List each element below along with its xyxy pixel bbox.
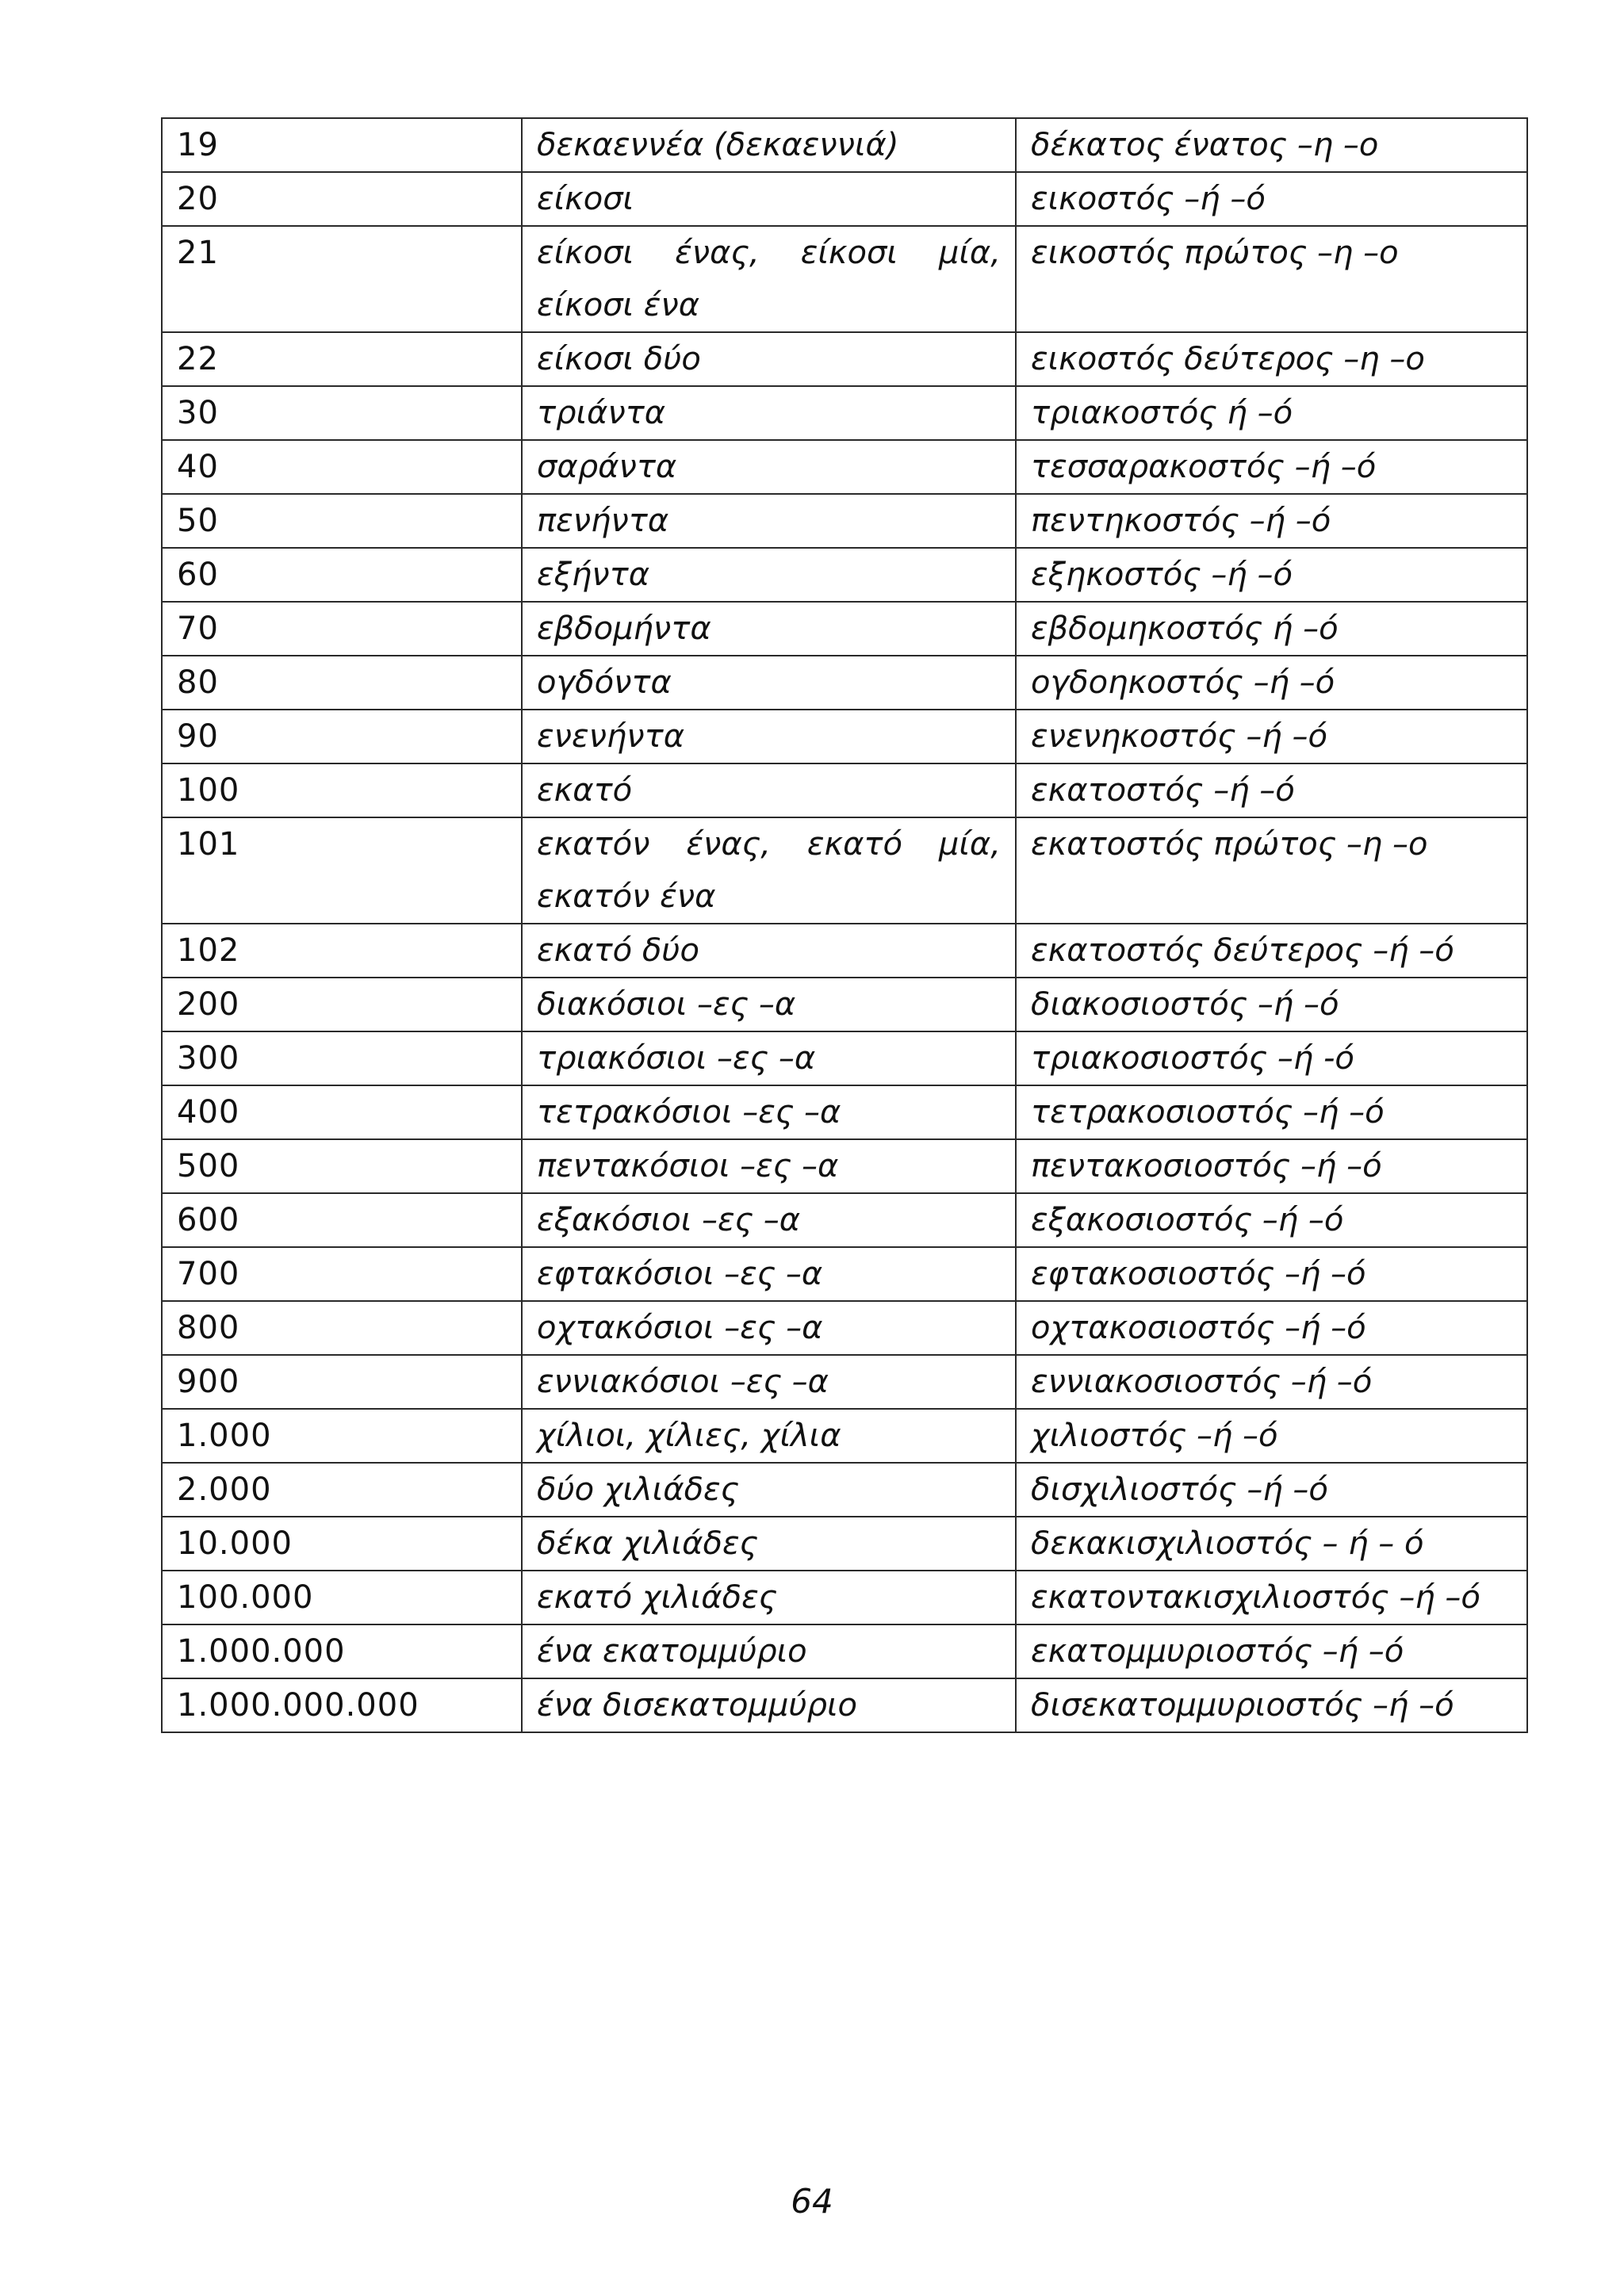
- cell-ordinal: εκατοστός πρώτος –η –ο: [1016, 817, 1527, 924]
- cell-ordinal: ενενηκοστός –ή –ό: [1016, 710, 1527, 763]
- table-row: [162, 1031, 1527, 1085]
- cell-number: 80: [162, 656, 522, 710]
- cell-number: 20: [162, 172, 522, 226]
- cell-cardinal: δύο χιλιάδες: [522, 1463, 1016, 1517]
- cell-cardinal: ένα δισεκατομμύριο: [522, 1678, 1016, 1732]
- cell-ordinal: δέκατος ένατος –η –ο: [1016, 118, 1527, 172]
- cell-ordinal: εβδομηκοστός ή –ό: [1016, 602, 1527, 656]
- cell-number: 60: [162, 548, 522, 602]
- cell-cardinal: είκοσι ένας, είκοσι μία, είκοσι ένα: [522, 226, 1016, 332]
- cell-number: 200: [162, 978, 522, 1031]
- cell-cardinal: εκατό δύο: [522, 924, 1016, 978]
- table-row: [162, 924, 1527, 978]
- cell-ordinal: εκατομμυριοστός –ή –ό: [1016, 1624, 1527, 1678]
- cell-cardinal: εκατόν ένας, εκατό μία, εκατόν ένα: [522, 817, 1016, 924]
- table-row: [162, 1678, 1527, 1732]
- table-row: [162, 440, 1527, 494]
- cell-cardinal: δέκα χιλιάδες: [522, 1517, 1016, 1571]
- cell-number: 21: [162, 226, 522, 332]
- table-row: [162, 1193, 1527, 1247]
- table-row: [162, 118, 1527, 172]
- cell-ordinal: εκατοντακισχιλιοστός –ή –ό: [1016, 1571, 1527, 1624]
- cell-ordinal: δισεκατομμυριοστός –ή –ό: [1016, 1678, 1527, 1732]
- cell-number: 22: [162, 332, 522, 386]
- page-number: 64: [791, 2182, 833, 2221]
- table-row: [162, 1247, 1527, 1301]
- cell-cardinal: δεκαεννέα (δεκαεννιά): [522, 118, 1016, 172]
- cell-cardinal: εξήντα: [522, 548, 1016, 602]
- cell-ordinal: διακοσιοστός –ή –ό: [1016, 978, 1527, 1031]
- table-row: [162, 172, 1527, 226]
- cell-number: 400: [162, 1085, 522, 1139]
- cell-ordinal: ογδοηκοστός –ή –ό: [1016, 656, 1527, 710]
- cell-number: 600: [162, 1193, 522, 1247]
- cell-number: 19: [162, 118, 522, 172]
- cell-cardinal: πενήντα: [522, 494, 1016, 548]
- table-row: [162, 226, 1527, 332]
- cell-number: 10.000: [162, 1517, 522, 1571]
- cell-number: 300: [162, 1031, 522, 1085]
- table-row: [162, 548, 1527, 602]
- cell-cardinal: ογδόντα: [522, 656, 1016, 710]
- cell-ordinal: εννιακοσιοστός –ή –ό: [1016, 1355, 1527, 1409]
- table-row: [162, 1139, 1527, 1193]
- cell-number: 500: [162, 1139, 522, 1193]
- cell-ordinal: εικοστός πρώτος –η –ο: [1016, 226, 1527, 332]
- cell-ordinal: εικοστός –ή –ό: [1016, 172, 1527, 226]
- cell-cardinal: είκοσι δύο: [522, 332, 1016, 386]
- table-row: [162, 710, 1527, 763]
- cell-number: 100: [162, 763, 522, 817]
- table-row: [162, 494, 1527, 548]
- table-row: [162, 1571, 1527, 1624]
- cell-ordinal: πεντηκοστός –ή –ό: [1016, 494, 1527, 548]
- cell-number: 50: [162, 494, 522, 548]
- numerals-table-body: [162, 118, 1527, 1732]
- cell-number: 40: [162, 440, 522, 494]
- cell-ordinal: δεκακισχιλιοστός – ή – ό: [1016, 1517, 1527, 1571]
- cell-cardinal: τετρακόσιοι –ες –α: [522, 1085, 1016, 1139]
- table-row: [162, 817, 1527, 924]
- cell-ordinal: τριακοστός ή –ό: [1016, 386, 1527, 440]
- cell-cardinal: τριακόσιοι –ες –α: [522, 1031, 1016, 1085]
- cell-number: 70: [162, 602, 522, 656]
- cell-cardinal: ένα εκατομμύριο: [522, 1624, 1016, 1678]
- cell-number: 102: [162, 924, 522, 978]
- cell-cardinal: εκατό χιλιάδες: [522, 1571, 1016, 1624]
- cell-ordinal: τετρακοσιοστός –ή –ό: [1016, 1085, 1527, 1139]
- cell-ordinal: δισχιλιοστός –ή –ό: [1016, 1463, 1527, 1517]
- cell-number: 1.000.000: [162, 1624, 522, 1678]
- cell-number: 90: [162, 710, 522, 763]
- cell-number: 30: [162, 386, 522, 440]
- table-row: [162, 602, 1527, 656]
- cell-ordinal: εξηκοστός –ή –ό: [1016, 548, 1527, 602]
- cell-number: 100.000: [162, 1571, 522, 1624]
- cell-number: 1.000.000.000: [162, 1678, 522, 1732]
- table-row: [162, 1085, 1527, 1139]
- cell-ordinal: εικοστός δεύτερος –η –ο: [1016, 332, 1527, 386]
- cell-ordinal: εκατοστός δεύτερος –ή –ό: [1016, 924, 1527, 978]
- cell-number: 2.000: [162, 1463, 522, 1517]
- cell-cardinal: εκατό: [522, 763, 1016, 817]
- table-row: [162, 1517, 1527, 1571]
- cell-ordinal: οχτακοσιοστός –ή –ό: [1016, 1301, 1527, 1355]
- cell-ordinal: πεντακοσιοστός –ή –ό: [1016, 1139, 1527, 1193]
- numerals-table: [161, 117, 1528, 1733]
- cell-ordinal: εξακοσιοστός –ή –ό: [1016, 1193, 1527, 1247]
- cell-number: 900: [162, 1355, 522, 1409]
- cell-cardinal: σαράντα: [522, 440, 1016, 494]
- cell-number: 700: [162, 1247, 522, 1301]
- table-row: [162, 1463, 1527, 1517]
- cell-cardinal: πεντακόσιοι –ες –α: [522, 1139, 1016, 1193]
- table-row: [162, 978, 1527, 1031]
- cell-cardinal: είκοσι: [522, 172, 1016, 226]
- cell-cardinal: διακόσιοι –ες –α: [522, 978, 1016, 1031]
- table-row: [162, 763, 1527, 817]
- cell-number: 1.000: [162, 1409, 522, 1463]
- table-row: [162, 1409, 1527, 1463]
- cell-number: 800: [162, 1301, 522, 1355]
- table-row: [162, 1624, 1527, 1678]
- cell-ordinal: εφτακοσιοστός –ή –ό: [1016, 1247, 1527, 1301]
- cell-cardinal: ενενήντα: [522, 710, 1016, 763]
- cell-ordinal: τεσσαρακοστός –ή –ό: [1016, 440, 1527, 494]
- cell-cardinal: εννιακόσιοι –ες –α: [522, 1355, 1016, 1409]
- cell-ordinal: εκατοστός –ή –ό: [1016, 763, 1527, 817]
- cell-cardinal: εβδομήντα: [522, 602, 1016, 656]
- table-row: [162, 332, 1527, 386]
- cell-number: 101: [162, 817, 522, 924]
- table-row: [162, 1355, 1527, 1409]
- cell-cardinal: εξακόσιοι –ες –α: [522, 1193, 1016, 1247]
- cell-cardinal: χίλιοι, χίλιες, χίλια: [522, 1409, 1016, 1463]
- cell-cardinal: τριάντα: [522, 386, 1016, 440]
- cell-cardinal: εφτακόσιοι –ες –α: [522, 1247, 1016, 1301]
- table-row: [162, 656, 1527, 710]
- table-row: [162, 386, 1527, 440]
- cell-cardinal: οχτακόσιοι –ες –α: [522, 1301, 1016, 1355]
- cell-ordinal: χιλιοστός –ή –ό: [1016, 1409, 1527, 1463]
- cell-ordinal: τριακοσιοστός –ή -ό: [1016, 1031, 1527, 1085]
- table-row: [162, 1301, 1527, 1355]
